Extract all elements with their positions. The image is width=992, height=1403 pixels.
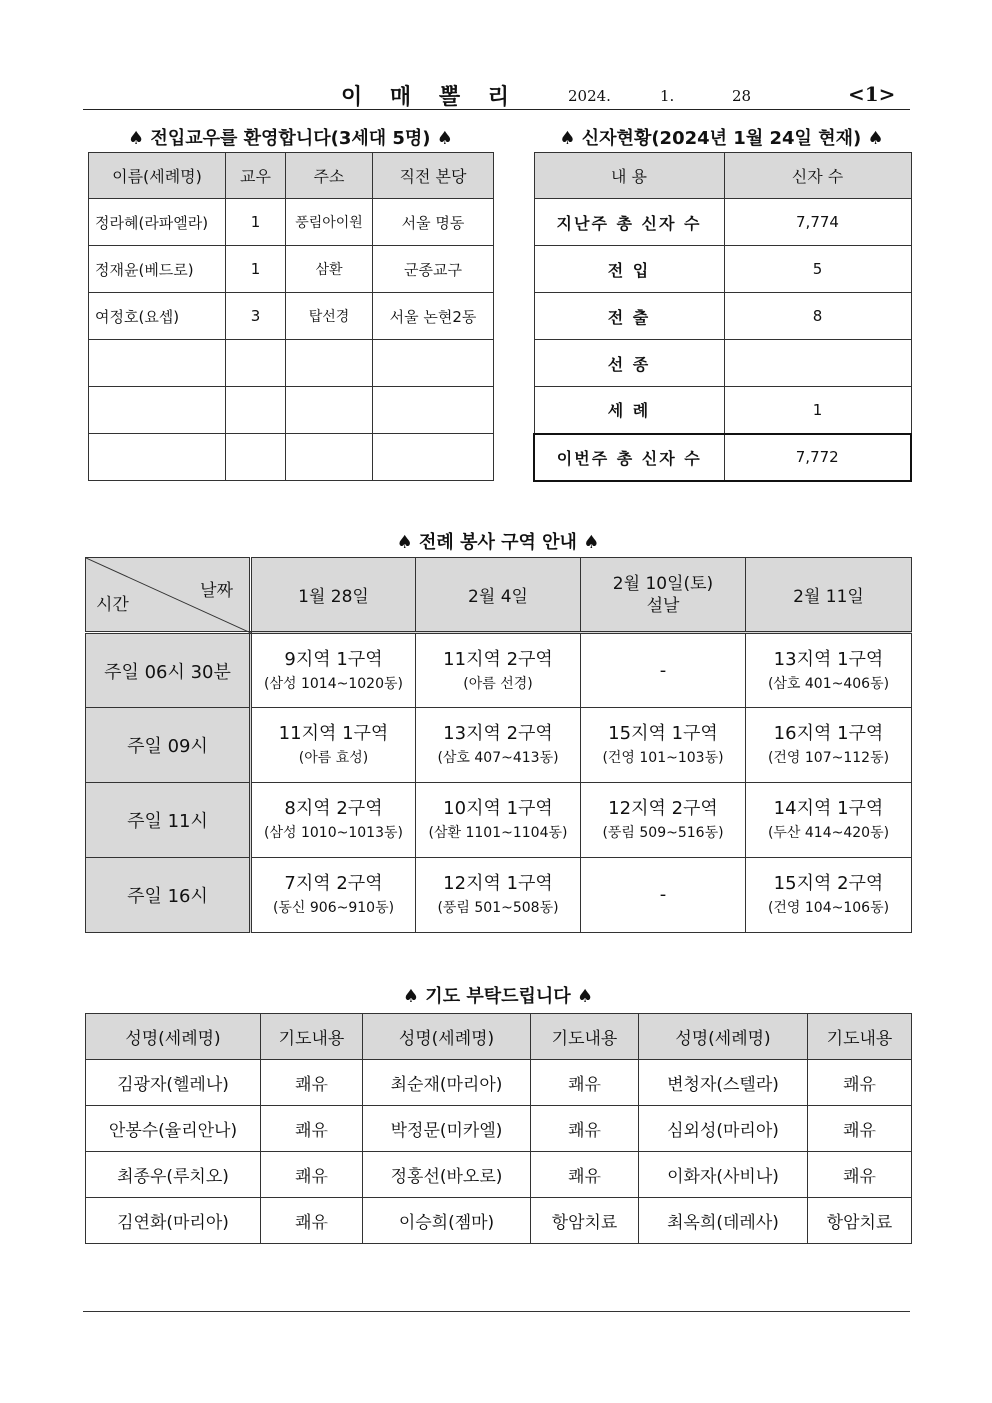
- prayer-row: [86, 1060, 912, 1106]
- service-buildings: (건영 104~106동): [767, 900, 890, 916]
- members-item: 전 출: [534, 293, 724, 340]
- service-buildings: (풍림 501~508동): [437, 900, 559, 916]
- welcome-cell: [226, 340, 286, 387]
- welcome-header-row: [89, 153, 494, 199]
- service-buildings: (삼호 401~406동): [767, 675, 890, 692]
- service-district: 13지역 1구역: [773, 648, 884, 670]
- prayer-content: 쾌유: [261, 1198, 363, 1244]
- welcome-cell: [226, 387, 286, 434]
- members-row: [534, 387, 911, 434]
- prayer-col-content: 기도내용: [261, 1014, 363, 1060]
- service-buildings: (건영 101~103동): [602, 750, 724, 766]
- service-cell: [416, 783, 581, 858]
- prayer-col-content: 기도내용: [808, 1014, 912, 1060]
- page-number: <1>: [848, 82, 896, 106]
- members-item: 세 례: [534, 387, 724, 434]
- prayer-content: 쾌유: [261, 1152, 363, 1198]
- service-title: ♠ 전례 봉사 구역 안내 ♠: [396, 532, 600, 553]
- service-district: 9지역 1구역: [284, 648, 383, 670]
- service-district: 12지역 1구역: [443, 873, 553, 894]
- date-year: 2024.: [568, 87, 611, 105]
- members-value: 8: [724, 293, 911, 340]
- prayer-row: [86, 1198, 912, 1244]
- service-cell: [581, 633, 746, 708]
- service-date-3: 2월 10일(토) 설날: [581, 558, 746, 633]
- members-value: 7,774: [724, 199, 911, 246]
- prayer-content: 항암치료: [808, 1198, 912, 1244]
- welcome-cell: 1: [226, 199, 286, 246]
- members-table: [533, 152, 912, 482]
- service-buildings: (건영 107~112동): [767, 750, 890, 766]
- members-item: 이번주 총 신자 수: [534, 434, 724, 481]
- welcome-cell: 1: [226, 246, 286, 293]
- service-time: 주일 11시: [86, 783, 251, 858]
- service-cell: [251, 783, 416, 858]
- service-district: 15지역 2구역: [773, 873, 884, 894]
- service-cell: [251, 708, 416, 783]
- welcome-cell: [89, 434, 226, 481]
- service-time: 주일 16시: [86, 858, 251, 933]
- service-buildings: (삼성 1010~1013동): [264, 825, 403, 841]
- prayer-name: 김광자(헬레나): [86, 1060, 261, 1106]
- members-col-count: 신자 수: [724, 153, 911, 199]
- prayer-table: [85, 1013, 912, 1244]
- members-value: 1: [724, 387, 911, 434]
- service-district: 14지역 1구역: [773, 798, 884, 819]
- bulletin-title: 이 매 뽈 리: [341, 85, 519, 110]
- service-district: 11지역 1구역: [278, 723, 389, 744]
- welcome-cell: [226, 434, 286, 481]
- prayer-content: 쾌유: [808, 1060, 912, 1106]
- service-row: [86, 633, 912, 708]
- welcome-cell: [286, 387, 373, 434]
- prayer-row: [86, 1152, 912, 1198]
- service-buildings: (풍림 509~516동): [602, 825, 724, 841]
- service-corner: [86, 558, 251, 633]
- service-district: 15지역 1구역: [608, 723, 718, 744]
- service-district: 7지역 2구역: [284, 873, 383, 894]
- members-col-item: 내 용: [534, 153, 724, 199]
- welcome-cell: [286, 340, 373, 387]
- service-time: 주일 06시 30분: [86, 633, 251, 708]
- prayer-name: 안봉수(율리안나): [86, 1106, 261, 1152]
- service-cell: [746, 858, 912, 933]
- corner-time-label: 시간: [96, 595, 129, 615]
- prayer-content: 항암치료: [531, 1198, 639, 1244]
- service-cell: [251, 858, 416, 933]
- service-buildings: (삼호 407~413동): [437, 750, 559, 766]
- welcome-cell: 서울 명동: [373, 199, 494, 246]
- prayer-name: 최종우(루치오): [86, 1152, 261, 1198]
- prayer-content: 쾌유: [808, 1152, 912, 1198]
- prayer-col-name: 성명(세례명): [86, 1014, 261, 1060]
- prayer-content: 쾌유: [808, 1106, 912, 1152]
- prayer-name: 변청자(스텔라): [639, 1060, 808, 1106]
- welcome-row: [89, 293, 494, 340]
- prayer-content: 쾌유: [531, 1152, 639, 1198]
- service-cell: [746, 708, 912, 783]
- prayer-content: 쾌유: [531, 1060, 639, 1106]
- service-cell: [416, 858, 581, 933]
- members-row: [534, 293, 911, 340]
- service-buildings: (아름 선경): [463, 675, 533, 692]
- welcome-cell: 3: [226, 293, 286, 340]
- footer-rule: [83, 1311, 910, 1312]
- prayer-name: 심외성(마리아): [639, 1106, 808, 1152]
- welcome-col-count: 교우: [226, 153, 286, 199]
- service-district: 8지역 2구역: [284, 798, 383, 819]
- prayer-content: 쾌유: [531, 1106, 639, 1152]
- corner-date-label: 날짜: [200, 581, 233, 601]
- service-date-4: 2월 11일: [746, 558, 912, 633]
- service-cell: [251, 633, 416, 708]
- service-district: 12지역 2구역: [608, 798, 718, 819]
- service-date-1: 1월 28일: [251, 558, 416, 633]
- service-cell: [581, 858, 746, 933]
- welcome-cell: [373, 434, 494, 481]
- welcome-row: [89, 199, 494, 246]
- service-buildings: (아름 효성): [298, 750, 369, 766]
- welcome-col-parish: 직전 본당: [373, 153, 494, 199]
- service-row: [86, 783, 912, 858]
- service-buildings: (삼성 1014~1020동): [264, 675, 403, 692]
- welcome-row: [89, 340, 494, 387]
- welcome-cell: 탑선경: [286, 293, 373, 340]
- members-item: 선 종: [534, 340, 724, 387]
- welcome-cell: [89, 340, 226, 387]
- welcome-col-name: 이름(세례명): [89, 153, 226, 199]
- prayer-col-name: 성명(세례명): [639, 1014, 808, 1060]
- service-buildings: (동신 906~910동): [272, 900, 395, 916]
- prayer-col-content: 기도내용: [531, 1014, 639, 1060]
- service-buildings: (두산 414~420동): [767, 825, 890, 841]
- prayer-name: 이화자(사비나): [639, 1152, 808, 1198]
- welcome-cell: 정라혜(라파엘라): [89, 199, 226, 246]
- date-month: 1.: [660, 87, 675, 105]
- service-district: -: [659, 659, 667, 681]
- service-district: 11지역 2구역: [443, 648, 553, 670]
- service-date-2: 2월 4일: [416, 558, 581, 633]
- members-row: [534, 434, 911, 481]
- members-row: [534, 246, 911, 293]
- service-buildings: (삼환 1101~1104동): [428, 825, 568, 841]
- service-cell: [746, 783, 912, 858]
- prayer-title: ♠ 기도 부탁드립니다 ♠: [402, 986, 594, 1007]
- date-day: 28: [732, 87, 752, 105]
- members-item: 전 입: [534, 246, 724, 293]
- welcome-cell: 서울 논현2동: [373, 293, 494, 340]
- prayer-name: 최옥희(데레사): [639, 1198, 808, 1244]
- service-table: [85, 557, 912, 933]
- prayer-content: 쾌유: [261, 1060, 363, 1106]
- welcome-cell: [89, 387, 226, 434]
- welcome-cell: [373, 340, 494, 387]
- welcome-cell: 삼환: [286, 246, 373, 293]
- welcome-row: [89, 434, 494, 481]
- members-row: [534, 199, 911, 246]
- welcome-table: [88, 152, 494, 481]
- welcome-row: [89, 246, 494, 293]
- welcome-cell: 군종교구: [373, 246, 494, 293]
- members-value: 5: [724, 246, 911, 293]
- service-district: 13지역 2구역: [443, 723, 553, 744]
- service-cell: [416, 633, 581, 708]
- welcome-cell: 여정호(요셉): [89, 293, 226, 340]
- service-cell: [746, 633, 912, 708]
- prayer-name: 김연화(마리아): [86, 1198, 261, 1244]
- welcome-cell: 풍림아이원: [286, 199, 373, 246]
- prayer-name: 최순재(마리아): [363, 1060, 531, 1106]
- members-title: ♠ 신자현황(2024년 1월 24일 현재) ♠: [559, 128, 884, 149]
- service-time: 주일 09시: [86, 708, 251, 783]
- members-value: [724, 340, 911, 387]
- service-district: 10지역 1구역: [443, 798, 553, 819]
- prayer-name: 이승희(젬마): [363, 1198, 531, 1244]
- welcome-title: ♠ 전입교우를 환영합니다(3세대 5명) ♠: [128, 128, 453, 149]
- service-district: 16지역 1구역: [773, 723, 884, 744]
- welcome-cell: [286, 434, 373, 481]
- prayer-name: 박정문(미카엘): [363, 1106, 531, 1152]
- service-district: -: [659, 884, 667, 905]
- service-cell: [581, 708, 746, 783]
- welcome-cell: 정재윤(베드로): [89, 246, 226, 293]
- header-rule: [83, 109, 910, 110]
- members-row: [534, 340, 911, 387]
- welcome-col-address: 주소: [286, 153, 373, 199]
- welcome-row: [89, 387, 494, 434]
- prayer-name: 정홍선(바오로): [363, 1152, 531, 1198]
- service-row: [86, 858, 912, 933]
- prayer-content: 쾌유: [261, 1106, 363, 1152]
- service-cell: [416, 708, 581, 783]
- prayer-col-name: 성명(세례명): [363, 1014, 531, 1060]
- service-row: [86, 708, 912, 783]
- members-item: 지난주 총 신자 수: [534, 199, 724, 246]
- members-value: 7,772: [724, 434, 911, 481]
- prayer-row: [86, 1106, 912, 1152]
- welcome-cell: [373, 387, 494, 434]
- service-cell: [581, 783, 746, 858]
